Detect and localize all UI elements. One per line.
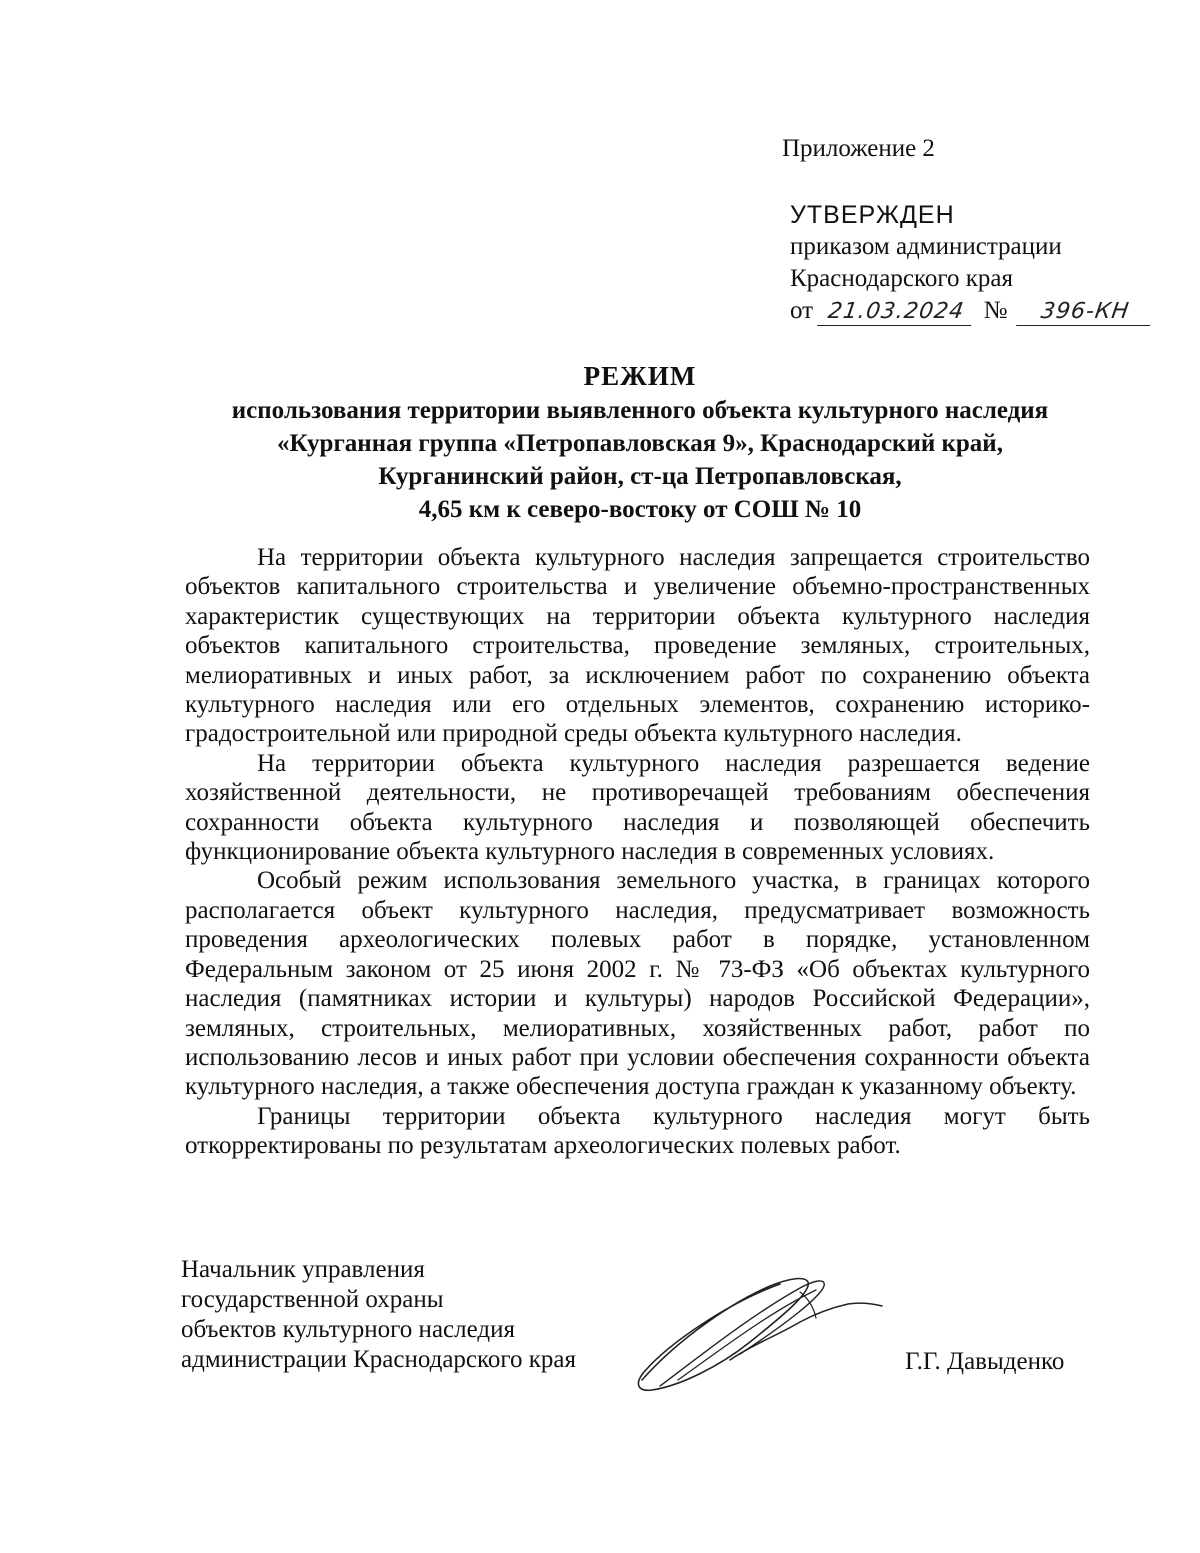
appendix-label: Приложение 2 bbox=[782, 135, 935, 162]
approved-heading: УТВЕРЖДЕН bbox=[790, 201, 955, 229]
paragraph-permissions: На территории объекта культурного наследия разрешается ведение хозяйственной деятельности, не противоречащей требованиям обеспечения сохранности объекта культурного наследия и позволяющей обеспечить функционирование объекта культурного наследия в современных условиях. bbox=[185, 749, 1090, 866]
paragraph-prohibitions: На территории объекта культурного наследия запрещается строительство объектов капитального строительства и увеличение объемно-пространственных характеристик существующих на территории объекта культурного наследия объектов капитального строительства, проведение земляных, строительных, мелиоративных и иных работ, за исключением работ по сохранению объекта культурного наследия или его отдельных элементов, сохранению историко-градостроительной или природной среды объекта культурного наследия. bbox=[185, 544, 1090, 748]
order-date-number-line bbox=[790, 295, 1152, 327]
signatory-position bbox=[181, 1255, 576, 1375]
position-line2: государственной охраны bbox=[181, 1286, 444, 1313]
order-number-handwritten: 396-КН bbox=[1016, 299, 1154, 326]
signer-name: Г.Г. Давыденко bbox=[905, 1348, 1065, 1375]
order-date-handwritten: 21.03.2024 bbox=[817, 299, 975, 326]
position-line3: объектов культурного наследия bbox=[181, 1316, 515, 1343]
title-line2: «Курганная группа «Петропавловская 9», Краснодарский край, bbox=[277, 430, 1003, 457]
position-line4: администрации Краснодарского края bbox=[181, 1346, 577, 1373]
number-prefix: № bbox=[983, 297, 1008, 324]
document-body bbox=[185, 543, 1090, 1161]
title-main: РЕЖИМ bbox=[583, 361, 697, 391]
date-prefix: от bbox=[790, 297, 814, 324]
approval-stamp bbox=[790, 199, 1152, 327]
approved-by-line2: Краснодарского края bbox=[790, 265, 1013, 292]
position-line1: Начальник управления bbox=[181, 1256, 425, 1283]
paragraph-special-regime: Особый режим использования земельного участка, в границах которого располагается объект культурного наследия, предусматривает возможность проведения археологических полевых работ в порядке, установленном Федеральным законом от 25 июня 2002 г. № 73-ФЗ «Об объектах культурного наследия (памятниках истории и культуры) народов Российской Федерации», земляных, строительных, мелиоративных, хозяйственных работ, работ по использованию лесов и иных работ при условии обеспечения сохранности объекта культурного наследия, а также обеспечения доступа граждан к указанному объекту. bbox=[185, 867, 1090, 1101]
paragraph-boundaries: Границы территории объекта культурного наследия могут быть откорректированы по результатам археологических полевых работ. bbox=[185, 1102, 1090, 1160]
title-line1: использования территории выявленного объекта культурного наследия bbox=[231, 397, 1049, 424]
document-title bbox=[180, 360, 1100, 526]
handwritten-signature bbox=[630, 1268, 890, 1398]
title-line3: Курганинский район, ст-ца Петропавловская, bbox=[378, 463, 902, 490]
title-line4: 4,65 км к северо-востоку от СОШ № 10 bbox=[418, 496, 862, 523]
approved-by-line1: приказом администрации bbox=[790, 233, 1062, 260]
